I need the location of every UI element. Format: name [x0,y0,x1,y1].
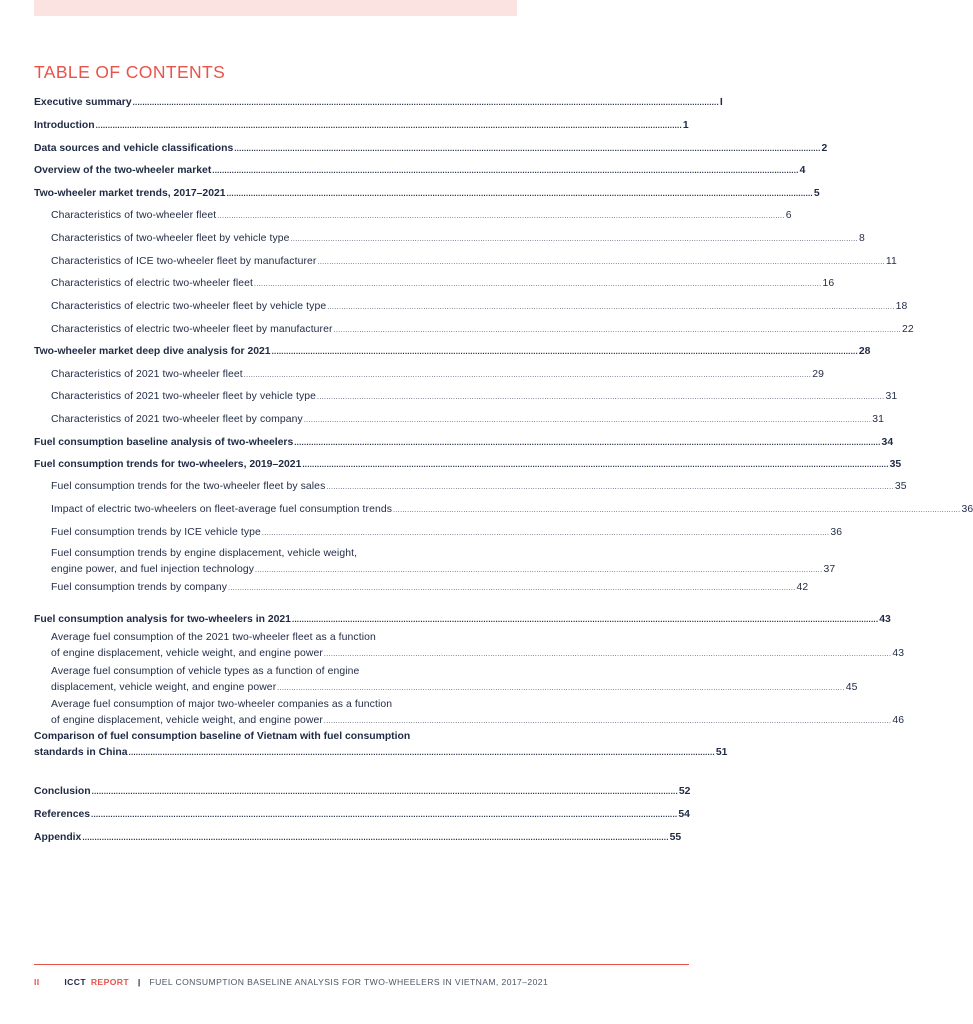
toc-leader-dots [82,830,668,846]
toc-leader-dots [133,95,719,111]
toc-subsection-entry[interactable] [51,546,836,578]
toc-section-entry[interactable] [34,95,723,111]
toc-entry-label: Fuel consumption analysis for two-wheelers in 2021 [34,614,291,625]
toc-entry-page-number: I [719,97,723,108]
toc-entry-page-number: 22 [902,324,914,335]
toc-leader-dots [96,118,682,134]
toc-leader-dots [291,231,858,248]
toc-entry-label: Characteristics of ICE two-wheeler fleet by manufacturer [51,256,317,267]
footer-report-label: REPORT [90,977,130,987]
toc-leader-dots [292,612,878,628]
toc-entry-page-number: 5 [813,188,820,199]
toc-leader-dots [234,141,820,157]
toc-entry-page-number: 28 [858,346,871,357]
toc-entry-label: Characteristics of two-wheeler fleet by vehicle type [51,233,290,244]
toc-entry-label: Fuel consumption trends by ICE vehicle type [51,527,261,538]
toc-entry-page-number: 52 [678,786,691,797]
toc-entry-label: Characteristics of 2021 two-wheeler fleet [51,369,243,380]
toc-subsection-entry[interactable] [51,412,885,429]
toc-subsection-entry[interactable] [51,231,865,248]
toc-entry-label: Fuel consumption trends for two-wheelers, 2019–2021 [34,459,302,470]
toc-entry-label: of engine displacement, vehicle weight, and engine power [51,714,323,726]
toc-entry-label: Appendix [34,832,82,843]
toc-leader-dots [294,435,880,451]
toc-section-entry[interactable] [34,344,871,360]
toc-entry-page-number: 36 [961,504,973,515]
toc-entry-page-number: 46 [892,714,905,726]
toc-entry-label: Fuel consumption trends for the two-wheeler fleet by sales [51,481,326,492]
toc-entry-label: Executive summary [34,97,132,108]
toc-entry-label: displacement, vehicle weight, and engine power [51,681,277,693]
toc-section-entry[interactable] [34,784,691,800]
toc-entry-label-first-line: Comparison of fuel consumption baseline of Vietnam with fuel consumption [34,731,411,742]
toc-subsection-entry[interactable] [51,664,858,696]
toc-leader-dots [304,412,871,429]
toc-section-entry[interactable] [34,186,820,202]
toc-entry-label: Characteristics of 2021 two-wheeler fleet by vehicle type [51,391,317,402]
toc-entry-page-number: 2 [821,143,828,154]
toc-leader-dots [129,745,715,761]
toc-title: TABLE OF CONTENTS [34,62,226,82]
toc-leader-dots [244,367,811,384]
toc-entry-label: Impact of electric two-wheelers on fleet-average fuel consumption trends [51,504,393,515]
toc-entry-page-number: 31 [885,391,898,402]
toc-leader-dots [302,457,888,473]
toc-leader-dots [91,807,677,823]
toc-leader-dots [212,163,798,179]
toc-section-entry[interactable] [34,163,806,179]
toc-entry-page-number: 31 [872,414,885,425]
toc-entry-page-number: 42 [796,582,809,593]
toc-entry-label: Two-wheeler market trends, 2017–2021 [34,188,226,199]
toc-subsection-entry[interactable] [51,299,908,316]
toc-entry-label: engine power, and fuel injection technology [51,563,255,575]
toc-entry-page-number: 11 [885,256,897,267]
toc-entry-page-number: 34 [881,437,894,448]
toc-entry-label-first-line: Fuel consumption trends by engine displacement, vehicle weight, [51,548,358,559]
toc-entry-label: Two-wheeler market deep dive analysis for 2021 [34,346,271,357]
toc-leader-dots [92,784,678,800]
toc-entry-label-first-line: Average fuel consumption of the 2021 two-wheeler fleet as a function [51,632,376,643]
toc-subsection-entry[interactable] [51,502,973,519]
toc-entry-page-number: 1 [682,120,689,131]
toc-leader-dots [324,713,891,730]
toc-section-entry[interactable] [34,830,682,846]
toc-section-entry[interactable] [34,807,690,823]
toc-entry-page-number: 35 [889,459,902,470]
toc-entry-label: standards in China [34,746,128,758]
toc-section-entry[interactable] [34,118,689,134]
toc-entry-page-number: 29 [812,369,825,380]
toc-entry-page-number: 16 [822,278,835,289]
toc-entry-page-number: 43 [892,647,905,659]
toc-subsection-entry[interactable] [51,389,898,406]
toc-entry-label: Characteristics of electric two-wheeler fleet by manufacturer [51,324,333,335]
toc-entry-page-number: 18 [895,301,908,312]
toc-entry-label: Overview of the two-wheeler market [34,165,212,176]
toc-leader-dots [277,680,844,697]
toc-subsection-entry[interactable] [51,367,825,384]
toc-subsection-entry[interactable] [51,580,809,597]
toc-entry-label: Characteristics of electric two-wheeler fleet by vehicle type [51,301,327,312]
toc-entry-page-number: 6 [785,210,792,221]
toc-subsection-entry[interactable] [51,525,843,542]
toc-leader-dots [324,646,891,663]
toc-section-entry[interactable] [34,457,902,473]
toc-subsection-entry[interactable] [51,479,907,496]
toc-entry-page-number: 37 [823,563,836,575]
toc-subsection-entry[interactable] [51,276,835,293]
toc-entry-label: Data sources and vehicle classifications [34,143,234,154]
footer-org: ICCT [64,977,87,987]
toc-entry-page-number: 45 [845,681,858,693]
toc-subsection-entry[interactable] [51,697,905,729]
toc-leader-dots [326,479,893,496]
toc-subsection-entry[interactable] [51,208,792,225]
toc-entry-label: Characteristics of two-wheeler fleet [51,210,217,221]
toc-entry-page-number: 36 [830,527,843,538]
toc-section-entry[interactable] [34,141,828,157]
top-decorative-band [34,0,517,16]
toc-subsection-entry[interactable] [51,322,914,339]
toc-entry-label: of engine displacement, vehicle weight, and engine power [51,647,323,659]
toc-entry-label: References [34,809,91,820]
toc-leader-dots [255,562,822,579]
toc-entry-page-number: 8 [858,233,865,244]
toc-entry-label: Characteristics of 2021 two-wheeler fleet by company [51,414,303,425]
toc-subsection-entry[interactable] [51,630,905,662]
toc-entry-label: Fuel consumption baseline analysis of two-wheelers [34,437,294,448]
footer-divider [34,964,689,965]
toc-leader-dots [334,322,901,339]
toc-entry-page-number: 43 [879,614,891,625]
toc-leader-dots [217,208,784,225]
toc-entry-page-number: 4 [799,165,806,176]
toc-entry-label-first-line: Average fuel consumption of vehicle types as a function of engine [51,666,360,677]
toc-leader-dots [317,389,884,406]
page-footer [34,977,689,987]
toc-leader-dots [262,525,829,542]
footer-document-title: FUEL CONSUMPTION BASELINE ANALYSIS FOR TWO-WHEELERS IN VIETNAM, 2017–2021 [149,977,549,987]
toc-section-entry[interactable] [34,612,891,628]
toc-leader-dots [254,276,821,293]
toc-entry-label: Fuel consumption trends by company [51,582,228,593]
toc-entry-label: Introduction [34,120,95,131]
footer-page-number: II [34,977,40,987]
toc-section-entry[interactable] [34,435,894,451]
toc-entry-label-first-line: Average fuel consumption of major two-wheeler companies as a function [51,699,393,710]
toc-subsection-entry[interactable] [51,254,897,271]
toc-entry-page-number: 54 [678,809,690,820]
toc-section-entry[interactable] [34,729,728,760]
toc-leader-dots [393,502,960,519]
footer-separator: | [137,977,141,987]
toc-entry-page-number: 55 [669,832,682,843]
toc-entry-label: Conclusion [34,786,91,797]
toc-entry-label: Characteristics of electric two-wheeler fleet [51,278,253,289]
toc-leader-dots [228,580,795,597]
toc-entry-page-number: 35 [894,481,907,492]
toc-leader-dots [317,254,884,271]
toc-entry-page-number: 51 [715,746,728,758]
toc-leader-dots [227,186,813,202]
toc-leader-dots [327,299,894,316]
toc-leader-dots [272,344,858,360]
